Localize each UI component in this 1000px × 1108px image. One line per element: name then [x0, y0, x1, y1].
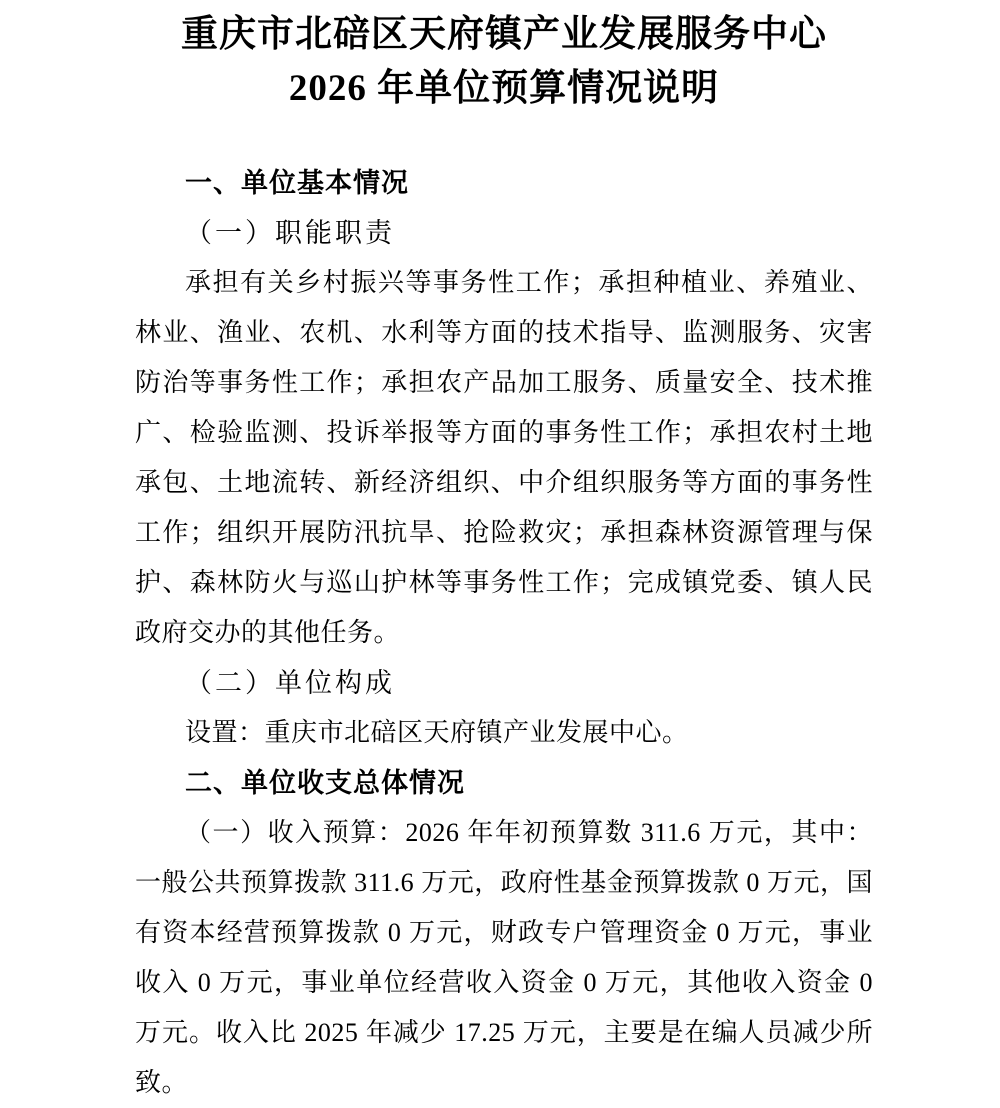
document-title — [135, 0, 873, 116]
document-title-line2: 2026 年单位预算情况说明 — [288, 68, 720, 109]
paragraph-income-budget: （一）收入预算：2026 年年初预算数 311.6 万元，其中：一般公共预算拨款 311.6 万元，政府性基金预算拨款 0 万元，国有资本经营预算拨款 0 万元，财政专户管理资金 0 万元，事业收入 0 万元，事业单位经营收入资金 0 万元，其他收入资金 0 万元。收入比 2025 年减少 17.25 万元，主要是在编人员减少所致。 — [135, 818, 873, 1097]
paragraph-composition: 设置：重庆市北碚区天府镇产业发展中心。 — [185, 718, 689, 747]
sub-heading-composition: （二）单位构成 — [185, 668, 395, 698]
sub-heading-duties: （一）职能职责 — [185, 218, 395, 248]
section-heading-revenue-expenditure: 二、单位收支总体情况 — [185, 768, 465, 798]
paragraph-duties: 承担有关乡村振兴等事务性工作；承担种植业、养殖业、林业、渔业、农机、水利等方面的技术指导、监测服务、灾害防治等事务性工作；承担农产品加工服务、质量安全、技术推广、检验监测、投诉举报等方面的事务性工作；承担农村土地承包、土地流转、新经济组织、中介组织服务等方面的事务性工作；组织开展防汛抗旱、抢险救灾；承担森林资源管理与保护、森林防火与巡山护林等事务性工作；完成镇党委、镇人民政府交办的其他任务。 — [135, 268, 873, 647]
section-heading-basic-info: 一、单位基本情况 — [185, 168, 409, 198]
document-body — [135, 158, 873, 1108]
document-title-line1: 重庆市北碚区天府镇产业发展服务中心 — [181, 14, 827, 55]
